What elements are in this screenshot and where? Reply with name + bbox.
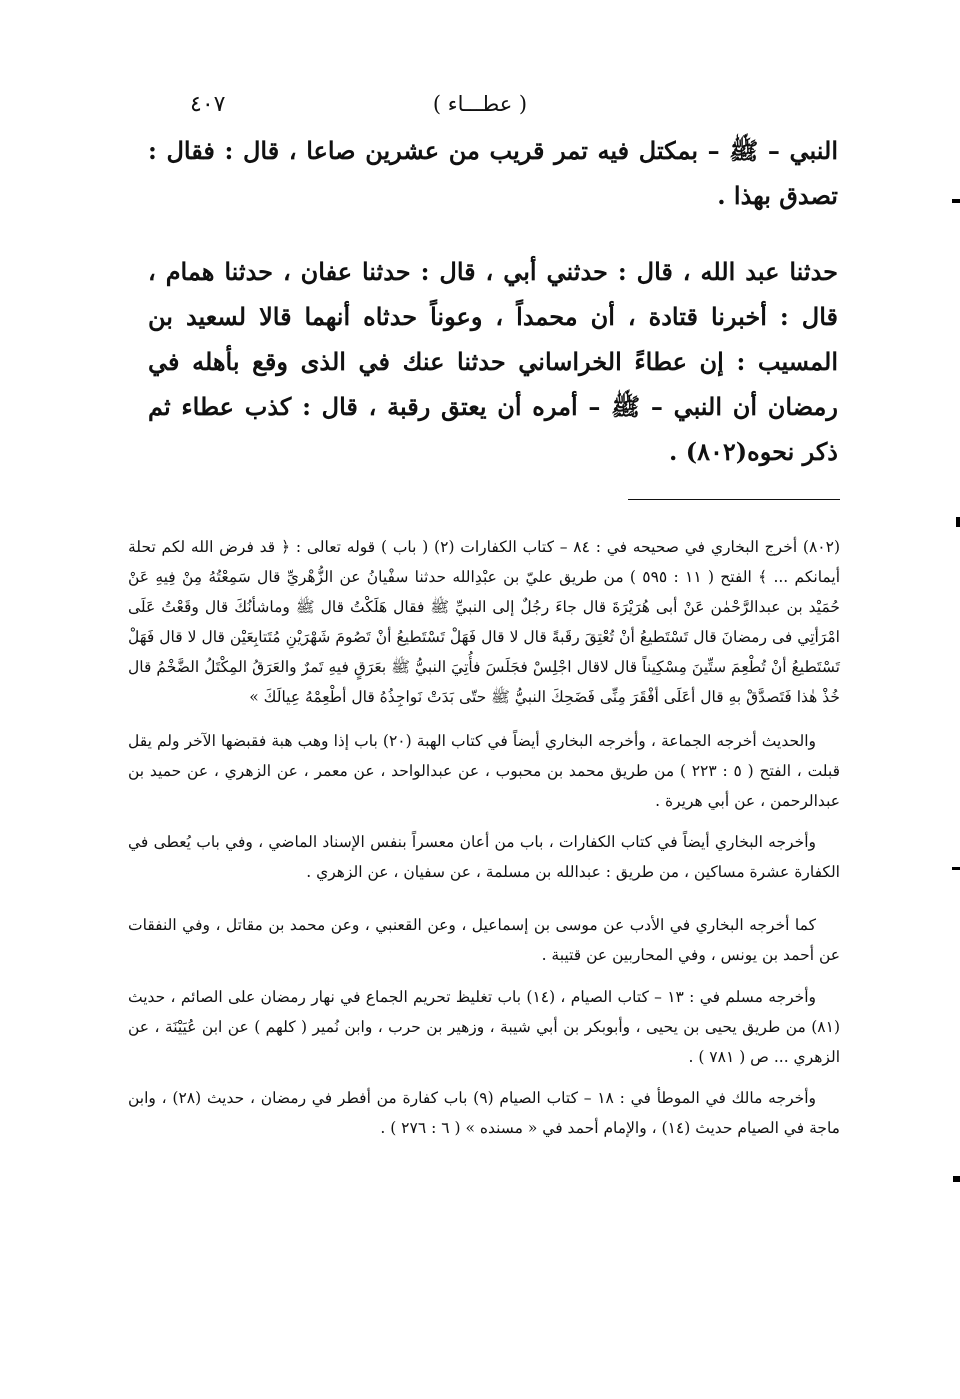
main-text (148, 128, 838, 474)
running-title: ( عطـــاء ) (432, 92, 528, 116)
footnotes (128, 532, 840, 1143)
page-header (120, 92, 840, 132)
footnote-paragraph: كما أخرجه البخاري في الأدب عن موسى بن إسماعيل ، وعن القعنبي ، وعن محمد بن مقاتل ، وفي النفقات عن أحمد بن يونس ، وفي المحاربين عن قتيبة . (128, 916, 840, 964)
footnote-paragraph: وأخرجه مالك في الموطأ في : ١٨ – كتاب الصيام (٩) باب كفارة من أفطر في رمضان ، حديث (٢٨) ، وابن ماجة في الصيام حديث (١٤) ، والإمام أحمد في « مسنده » ( ٦ : ٢٧٦ ) . (128, 1089, 840, 1137)
footnote-paragraph: وأخرجه مسلم في : ١٣ – كتاب الصيام ، (١٤) باب تغليظ تحريم الجماع في نهار رمضان على الصائم ، حديث (٨١) من طريق يحيى بن يحيى ، وأبوبكر بن أبي شيبة ، وزهير بن حرب ، وابن نُمير ( كلهم ) عن ابن عُيَيْنَة ، عن الزهري ... ص ( ٧٨١ ) . (128, 988, 840, 1066)
footnote-paragraph: وأخرجه البخاري أيضاً في كتاب الكفارات ، باب من أعان معسراً بنفس الإسناد الماضي ، وفي باب يُعطى في الكفارة عشرة مساكين ، من طريق : عبدالله بن مسلمة ، عن سفيان ، عن الزهري . (128, 833, 840, 881)
margin-mark (953, 1176, 960, 1182)
page-number: ٤٠٧ (190, 92, 226, 117)
footnote-802: (٨٠٢) أخرج البخاري في صحيحه في : ٨٤ – كتاب الكفارات (٢) ( باب ) قوله تعالى : ﴿ قد فرض الله لكم تحلة أيمانكم ... ﴾ الفتح ( ١١ : ٥٩٥ ) من طريق عليّ بن عبْدِالله حدثنا سفْيانُ عن الزُّهْريِّ قال سَمِعْتُهُ مِنْ فِيهِ عَنْ حُمَيْد بن عبدالرَّحْمٰن عَنْ أبى هُرَيْرَةَ قال جاءَ رجُلٌ إلى النبيِّ ﷺ فقال هَلَكْتُ قال ﷺ وماشأنُكَ قال وقَعْتُ عَلَى امْرَأتِي فى رمضانَ قال تَسْتَطيعُ أنْ تُعْتِقَ رقَبةً قال لا قال فَهَلْ تَسْتَطيعُ أنْ تَصُومَ شَهْرَيْنِ مُتَتابِعَيْن قال لا قال فَهَلْ تَسْتَطيعُ أنْ تُطْعِمَ ستِّينَ مِسْكِيناً قال لاقال اجْلِسْ فجَلَسَ فأُتِيَ النبيُّ ﷺ بعَرَقٍ فيهِ تَمرٌ والعَرَقُ المِكْتَلُ الضَّخْمُ قال خُذْ هٰذا فَتَصدَّقْ بهِ قال أعَلَى أفْقَرَ مِنِّى فَضَحِكَ النبيُّ ﷺ حتّى بَدَتْ نَواجِذُهُ قال أطْعِمْهُ عِيالَكَ » (128, 538, 841, 706)
footnote-paragraph: والحديث أخرجه الجماعة ، وأخرجه البخاري أيضاً في كتاب الهبة (٢٠) باب إذا وهب هبة فقبضها الآخر ولم يقل قبلت ، الفتح ( ٥ : ٢٢٣ ) من طريق محمد بن محبوب ، عن عبدالواحد ، عن معمر ، عن الزهري ، عن حميد بن عبدالرحمن ، عن أبي هريرة . (128, 732, 841, 810)
main-paragraph: النبي – ﷺ – بمكتل فيه تمر قريب من عشرين صاعا ، قال : فقال : تصدق بهذا . (148, 136, 838, 210)
margin-mark (952, 199, 960, 203)
main-paragraph: حدثنا عبد الله ، قال : حدثني أبي ، قال : حدثنا عفان ، حدثنا همام ، قال : أخبرنا قتادة ، أن محمداً ، وعوناً حدثاه أنهما قالا لسعيد بن المسيب : إن عطاءً الخراساني حدثنا عنك في الذى وقع بأهله في رمضان أن النبي – ﷺ – أمره أن يعتق رقبة ، قال : كذب عطاء ثم ذكر نحوه(٨٠٢) . (148, 257, 838, 466)
margin-mark (956, 517, 960, 527)
margin-mark (952, 867, 960, 870)
footnote-separator (628, 499, 840, 500)
